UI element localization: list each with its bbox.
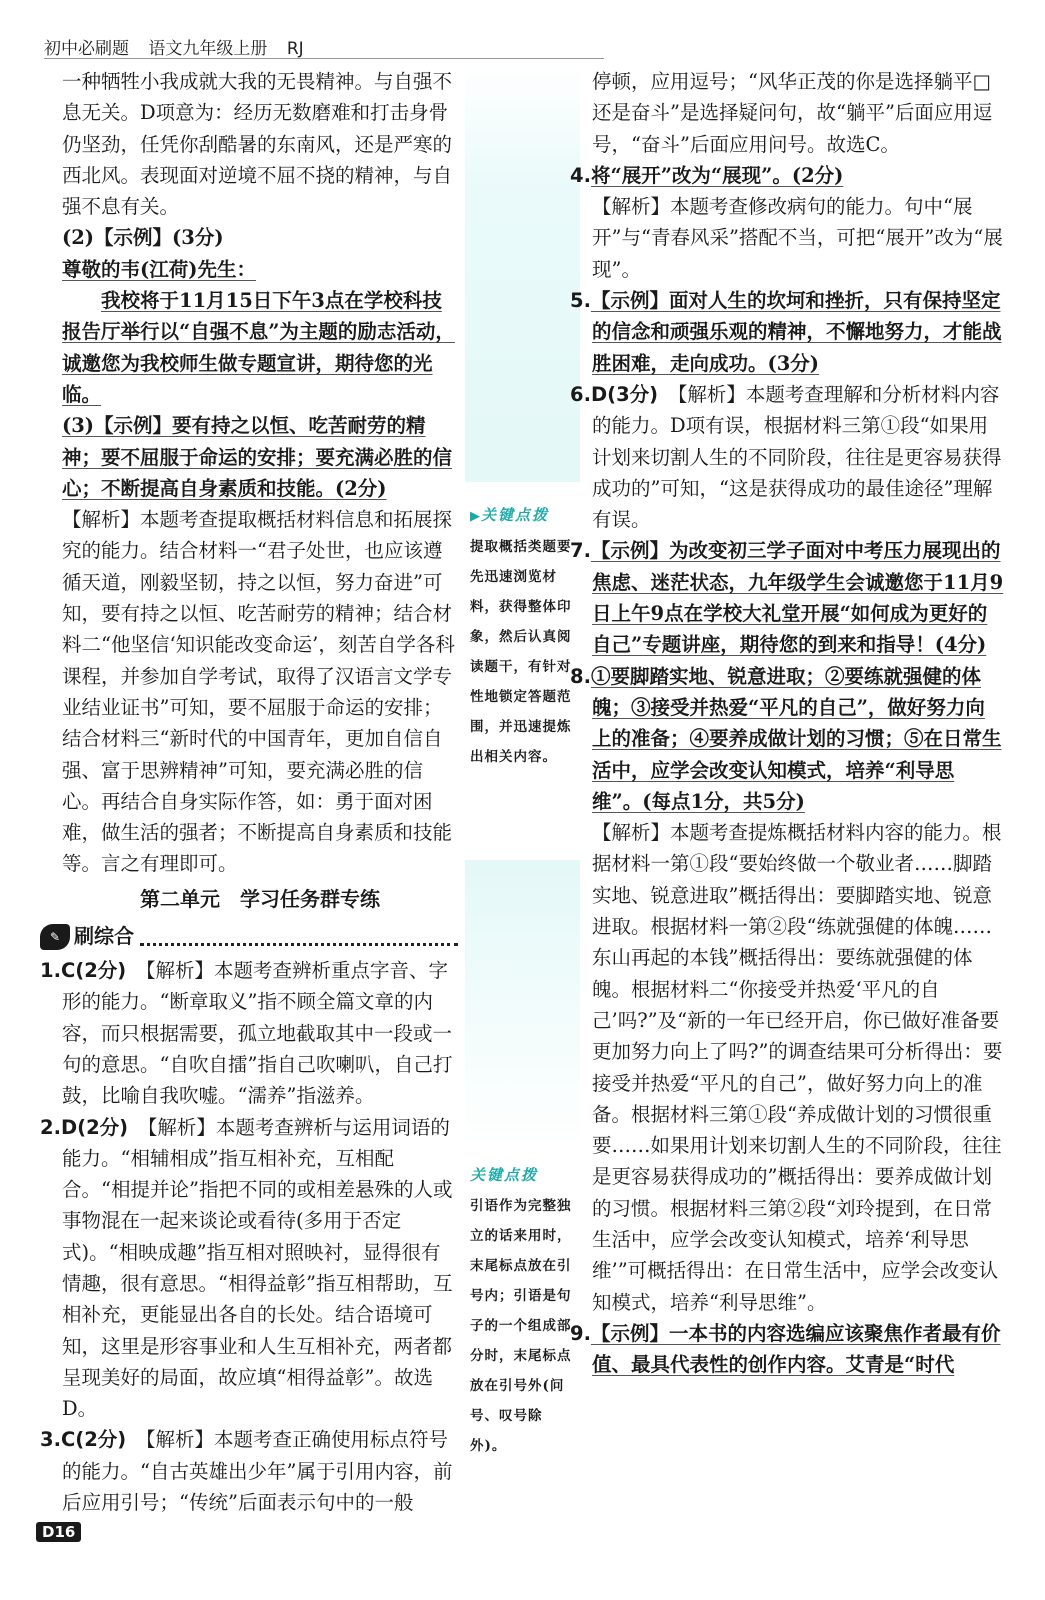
q5-answer: 【示例】面对人生的坎坷和挫折，只有保持坚定的信念和顽强乐观的精神，不懈地努力，才能战胜困难，走向成功。(3分) [590, 289, 1002, 375]
q3-answer: (3)【示例】要有持之以恒、吃苦耐劳的精神；要不屈服于命运的安排；要充满必胜的信心；不断提高自身素质和技能。(2分) [62, 414, 453, 500]
q6-answer: D(3分) [590, 382, 659, 406]
right-column [570, 66, 1004, 1380]
left-column [40, 66, 458, 1518]
q7-answer: 【示例】为改变初三学子面对中考压力展现出的焦虑、迷茫状态，九年级学生会诚邀您于11月9日上午9点在学校大礼堂开展“如何成为更好的自己”专题讲座，期待您的到来和指导！(4分) [590, 539, 1004, 657]
dotted-divider [140, 929, 458, 946]
q1-number: 1. [40, 959, 61, 983]
tip-text-2: 引语作为完整独立的话来用时，末尾标点放在引号内；引语是句子的一个组成部分时，末尾标点放在引号外(问号、叹号除外)。 [470, 1198, 572, 1454]
q1-analysis: 【解析】本题考查辨析重点字音、字形的能力。“断章取义”指不顾全篇文章的内容，而只根据需要，孤立地截取其中一段或一句的意思。“自吹自擂”指自己吹喇叭，自己打鼓，比喻自我吹嘘。“濡养”指滋养。 [62, 959, 453, 1108]
shua-banner [40, 921, 458, 953]
q8-number: 8. [570, 664, 591, 688]
book-title: 初中必刷题 [44, 39, 129, 59]
q6-analysis: 【解析】本题考查理解和分析材料内容的能力。D项有误，根据材料三第①段“如果用计划来切割人生的不同阶段，往往是更容易获得成功的”可知，“这是获得成功的最佳途径”理解有误。 [592, 382, 1002, 532]
section-title: 第二单元 学习任务群专练 [140, 886, 380, 911]
question-3 [40, 1424, 458, 1518]
q2-answer: D(2分) [60, 1115, 129, 1139]
q3-analysis-text: 【解析】本题考查正确使用标点符号的能力。“自古英雄出少年”属于引用内容，前后应用引号；“传统”后面表示句中的一般 [62, 1428, 453, 1515]
q2-number: 2. [40, 1115, 61, 1139]
paragraph-continuation-right: 停顿，应用逗号；“风华正茂的你是选择躺平□还是奋斗”是选择疑问句，故“躺平”后面应用逗号，“奋斗”后面应用问号。故选C。 [592, 70, 993, 156]
question-8 [570, 661, 1004, 817]
shua-label: 刷综合 [74, 924, 134, 949]
tip-text-1: 提取概括类题要先迅速浏览材料，获得整体印象，然后认真阅读题干，有针对性地锁定答题范围，并迅速提炼出相关内容。 [470, 539, 572, 765]
tip-title-2: 关键点拨 [470, 1166, 539, 1184]
paragraph-continuation: 一种牺牲小我成就大我的无畏精神。与自强不息无关。D项意为：经历无数磨难和打击身骨仍坚劲，任凭你刮酷暑的东南风，还是严寒的西北风。表现面对逆境不屈不挠的精神，与自强不息有关。 [62, 70, 453, 219]
question-7 [570, 535, 1004, 660]
letter-greeting: 尊敬的韦(江荷)先生： [62, 257, 256, 281]
arrow-icon: ▶ [470, 509, 481, 524]
question-9 [570, 1318, 1004, 1381]
tip-title-1: 关键点拨 [481, 506, 550, 524]
q3-number: 3. [40, 1428, 61, 1452]
question-2 [40, 1112, 458, 1425]
q4-analysis: 【解析】本题考查修改病句的能力。句中“展开”与“青春风采”搭配不当，可把“展开”改为“展现”。 [592, 195, 1003, 281]
q2-analysis: 【解析】本题考查辨析与运用词语的能力。“相辅相成”指互相补充，互相配合。“相提并论”指把不同的或相差悬殊的人或事物混在一起来谈论或看待(多用于否定式)。“相映成趣”指互相对照映衬，显得很有情趣，很有意思。“相得益彰”指互相帮助，互相补充，更能显出各自的长处。结合语境可知，这里是形容事业和人生互相补充，两者都呈现美好的局面，故应填“相得益彰”。故选D。 [62, 1115, 453, 1421]
brush-icon: ✎ [40, 924, 70, 950]
side-band-top [465, 62, 580, 482]
tip-box-2 [470, 1160, 578, 1461]
q3-analysis: 【解析】本题考查提取概括材料信息和拓展探究的能力。结合材料一“君子处世，也应该遵循天道，刚毅坚韧，持之以恒，努力奋进”可知，要有持之以恒、吃苦耐劳的精神；结合材料二“他坚信‘知识能改变命运’，刻苦自学各科课程，并参加自学考试，取得了汉语言文学专业结业证书”可知，要不屈服于命运的安排；结合材料三“新时代的中国青年，更加自信自强、富于思辨精神”可知，要充满必胜的信心。再结合自身实际作答，如：勇于面对困难，做生活的强者；不断提高自身素质和技能等。言之有理即可。 [62, 508, 455, 876]
page-number: D16 [36, 1522, 81, 1542]
q4-answer: 将“展开”改为“展现”。(2分) [590, 163, 844, 187]
question-1 [40, 955, 458, 1111]
edition-label: RJ [286, 39, 304, 59]
q3-answer-letter: C(2分) [60, 1428, 127, 1452]
q4-number: 4. [570, 163, 591, 187]
q2-heading: (2)【示例】(3分) [62, 226, 224, 250]
q7-number: 7. [570, 539, 591, 563]
q5-number: 5. [570, 289, 591, 313]
tip-box-1 [470, 500, 578, 772]
q1-answer: C(2分) [60, 959, 127, 983]
side-band-bottom [465, 860, 580, 1150]
q8-answer: ①要脚踏实地、锐意进取；②要练就强健的体魄；③接受并热爱“平凡的自己”，做好努力向上的准备；④要养成做计划的习惯；⑤在日常生活中，应学会改变认知模式，培养“利导思维”。(每点1分，共5分) [590, 664, 1002, 813]
q6-number: 6. [570, 382, 591, 406]
letter-body: 我校将于11月15日下午3点在学校科技报告厅举行以“自强不息”为主题的励志活动，诚邀您为我校师生做专题宣讲，期待您的光临。 [62, 289, 455, 406]
q9-number: 9. [570, 1321, 591, 1345]
subject-title: 语文九年级上册 [148, 39, 268, 59]
q8-analysis: 【解析】本题考查提炼概括材料内容的能力。根据材料一第①段“要始终做一个敬业者……脚踏实地、锐意进取”概括得出：要脚踏实地、锐意进取。根据材料一第②段“练就强健的体魄……东山再起的本钱”概括得出：要练就强健的体魄。根据材料二“你接受并热爱‘平凡的自己’吗?”及“新的一年已经开启，你已做好准备要更加努力向上了吗?”的调查结果可分析得出：要接受并热爱“平凡的自己”，做好努力向上的准备。根据材料三第①段“养成做计划的习惯很重要……如果用计划来切割人生的不同阶段，往往是更容易获得成功的”概括得出：要养成做计划的习惯。根据材料三第②段“刘玲提到，在日常生活中，应学会改变认知模式，培养‘利导思维’”可概括得出：在日常生活中，应学会改变认知模式，培养“利导思维”。 [592, 821, 1003, 1314]
page-header [44, 34, 604, 59]
question-6 [570, 379, 1004, 535]
question-5 [570, 285, 1004, 379]
q9-answer: 【示例】一本书的内容选编应该聚焦作者最有价值、最具代表性的创作内容。艾青是“时代 [590, 1321, 1001, 1377]
question-4 [570, 160, 1004, 191]
